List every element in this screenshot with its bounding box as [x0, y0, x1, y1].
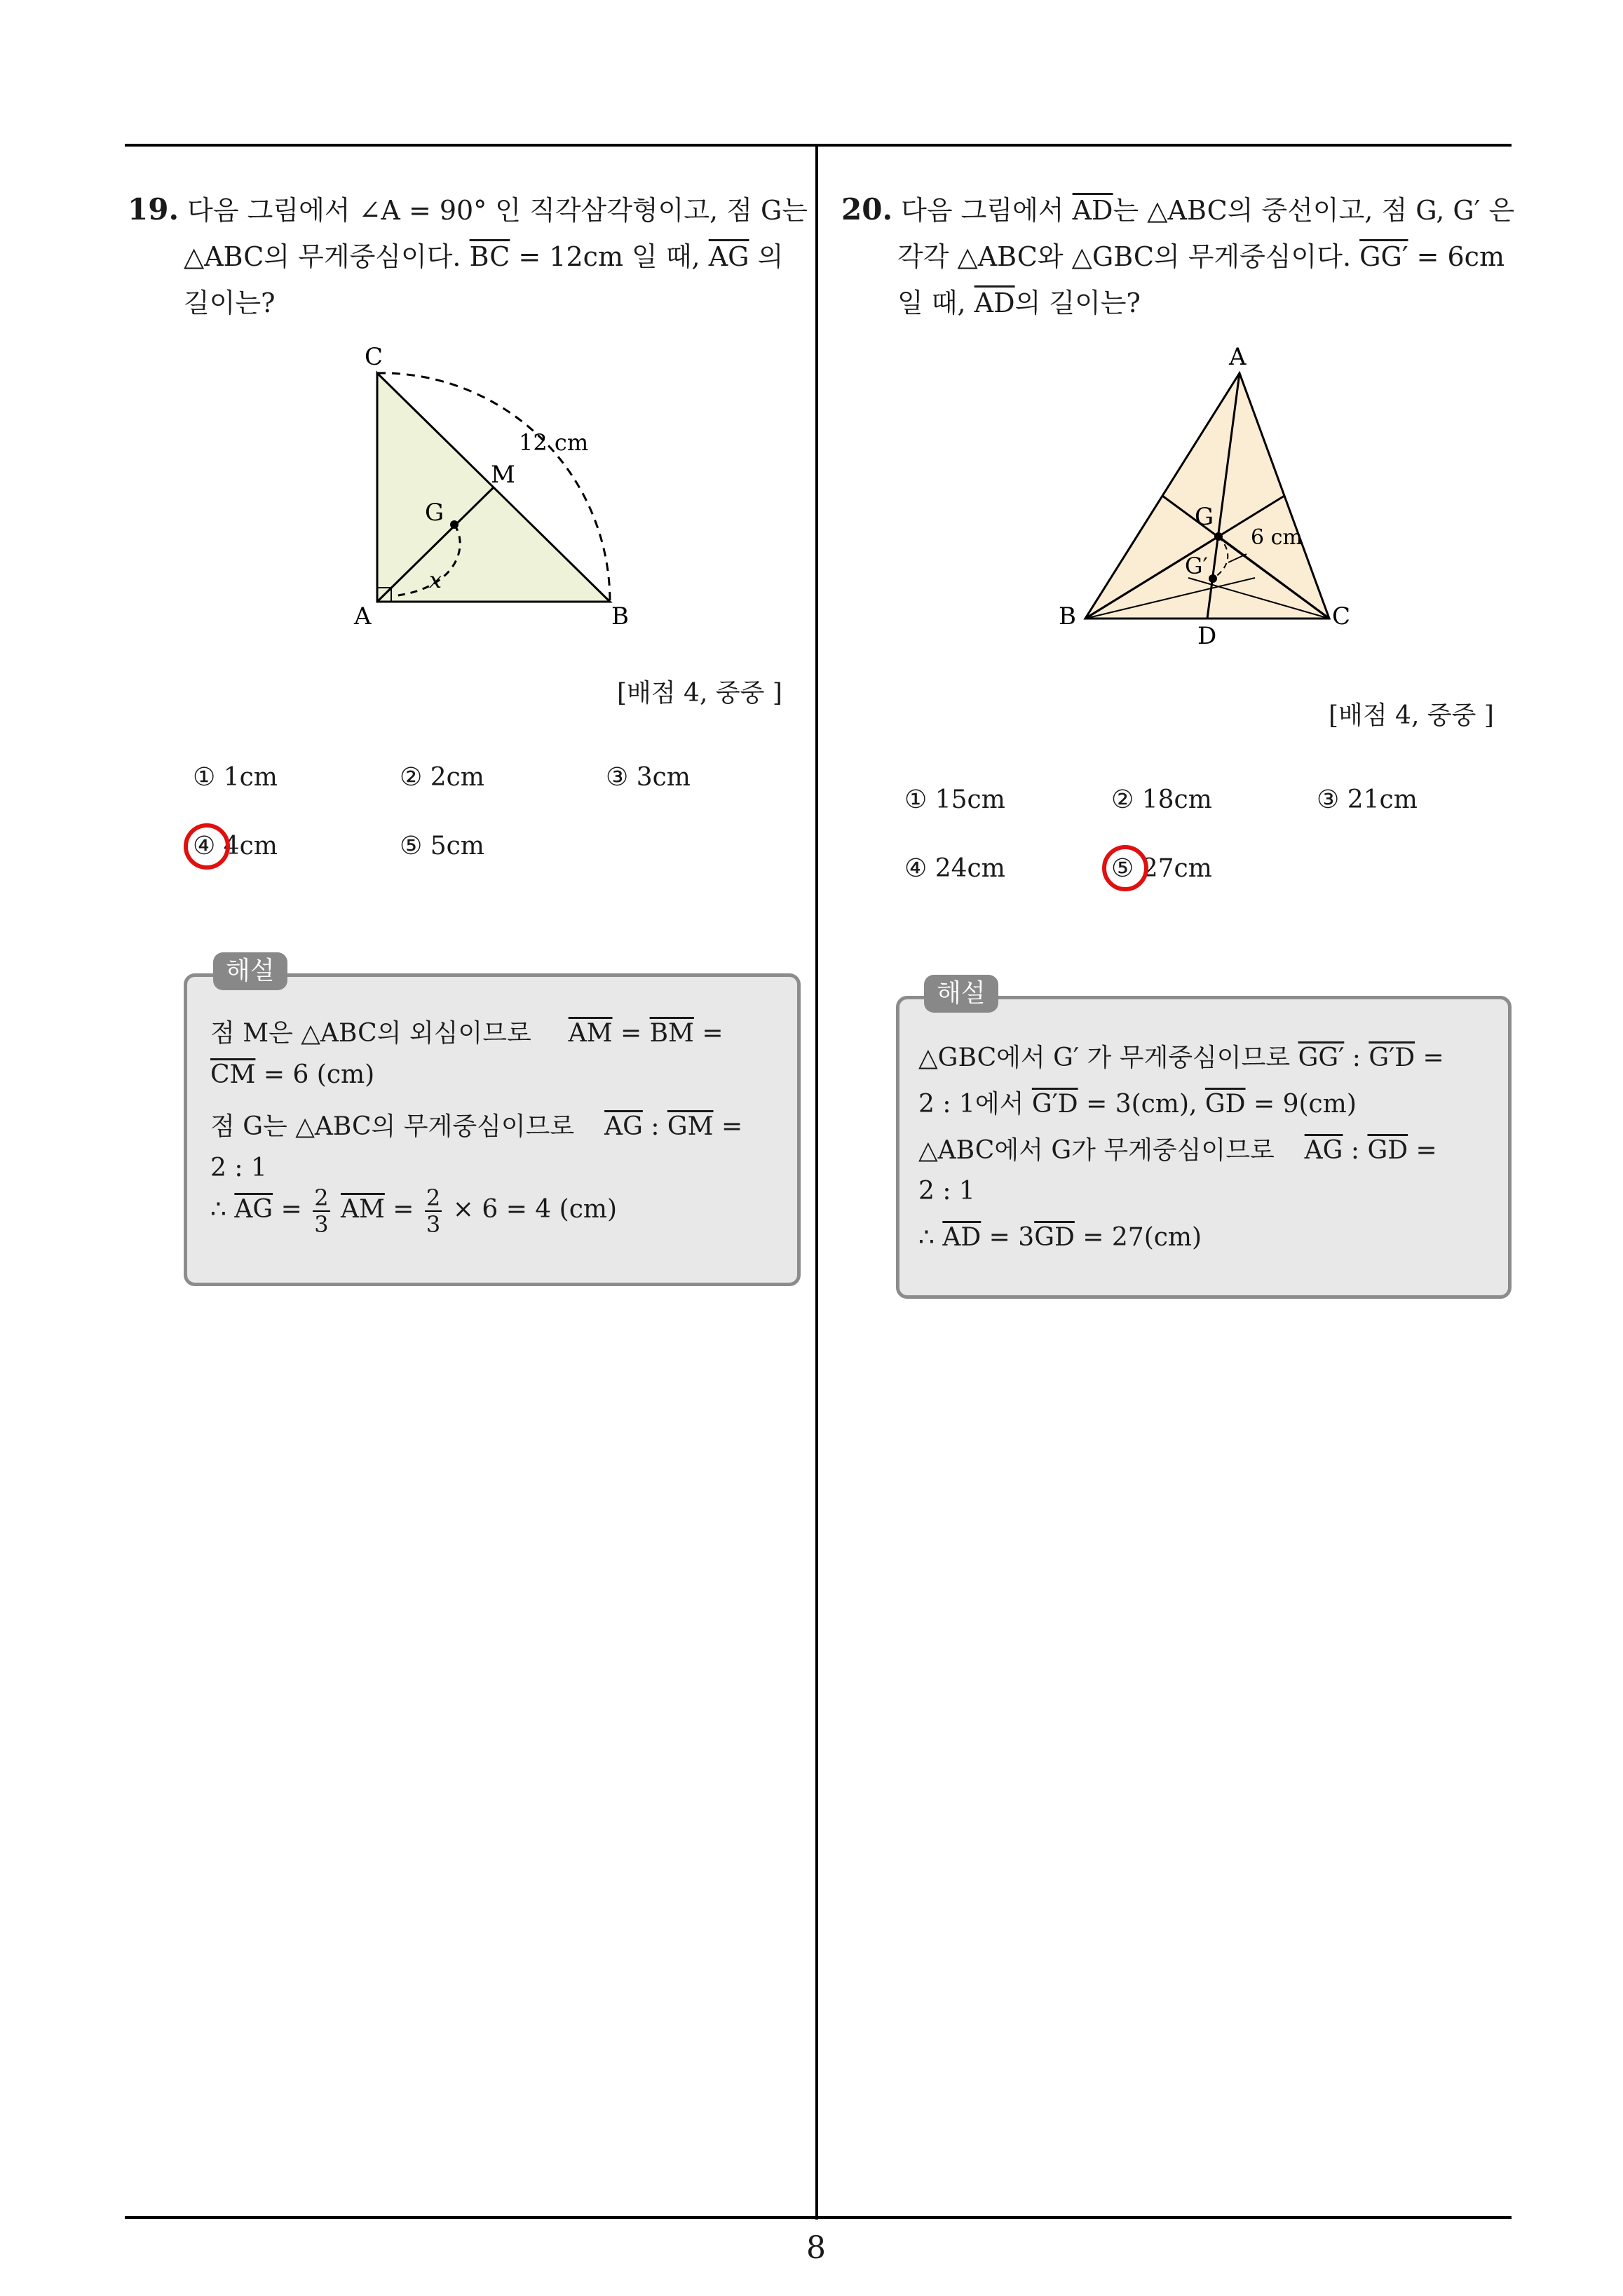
q19-label-b: B: [611, 602, 629, 630]
q19-number: 19.: [128, 192, 179, 227]
q20-sol-gd3: $\overline{GD}$: [1204, 1090, 1246, 1119]
q19-label-g: G: [425, 499, 444, 527]
q20-figure: [1052, 344, 1360, 652]
q19-score: [배점 4, 중중 ]: [617, 679, 782, 708]
q19-sol-gm: $\overline{GM}$: [667, 1112, 714, 1141]
q20-sol-l3-text: △ABC에서 G가 무게중심이므로: [918, 1136, 1275, 1165]
q19-solution-tab: 해설: [213, 952, 287, 990]
q20-number: 20.: [841, 192, 893, 227]
q20-sol-therefore: ∴: [918, 1223, 935, 1252]
q19-sol-l2-text: = 6 (cm): [255, 1060, 375, 1089]
q19-sol-cm: $\overline{CM}$: [210, 1060, 256, 1089]
q19-choice-4[interactable]: ④ 4cm: [193, 832, 278, 860]
q20-sol-colon: :: [1344, 1044, 1369, 1072]
q20-solution-tab: 해설: [924, 975, 998, 1013]
q20-text: [841, 187, 1514, 326]
q19-label-12cm: 12 cm: [519, 429, 589, 456]
q19-sol-ag2: $\overline{AG}$: [234, 1195, 273, 1224]
q20-label-g: G: [1195, 503, 1214, 531]
q19-label-a: A: [354, 602, 372, 630]
q20-segment-ad: $\overline{AD}$: [1072, 195, 1113, 226]
q20-sol-l1-text: △GBC에서 G′ 가 무게중심이므로: [918, 1044, 1291, 1072]
q19-label-x: x: [429, 567, 442, 593]
q20-label-c: C: [1332, 602, 1351, 630]
q19-sol-line4: 2 : 1: [210, 1154, 267, 1182]
q20-sol-line4: 2 : 1: [918, 1177, 975, 1206]
q20-sol-eq: =: [1415, 1044, 1444, 1072]
q20-sol-ag: $\overline{AG}$: [1304, 1136, 1343, 1165]
column-divider: [815, 144, 818, 2220]
q19-line2-text-a: △ABC의 무게중심이다.: [184, 241, 461, 272]
q20-sol-line3: [918, 1130, 1437, 1166]
top-rule: [125, 144, 1512, 147]
q19-sol-frac1: [313, 1185, 330, 1237]
q19-line1-text: 다음 그림에서 ∠A = 90° 인 직각삼각형이고, 점 G는: [187, 195, 808, 226]
q20-label-g-prime: G′: [1185, 553, 1208, 579]
q19-sol-eq3: =: [713, 1112, 743, 1141]
q20-sol-eq2: =: [1408, 1136, 1437, 1165]
q19-text: [128, 187, 808, 326]
q20-sol-gd4: $\overline{GD}$: [1367, 1136, 1408, 1165]
q19-sol-therefore: ∴: [210, 1195, 226, 1224]
q19-line2: [128, 234, 801, 280]
q20-line2-text-a: 각각 △ABC와 △GBC의 무게중심이다.: [897, 241, 1352, 272]
q19-choice-3[interactable]: ③ 3cm: [606, 763, 691, 792]
q19-point-g: [450, 520, 459, 529]
q20-answer-circle: [1102, 845, 1148, 891]
q19-segment-bc: $\overline{BC}$: [469, 241, 510, 272]
q20-line1-text-a: 다음 그림에서: [901, 195, 1064, 226]
q20-triangle-abc: [1085, 373, 1329, 619]
q20-choice-5[interactable]: ⑤ 27cm: [1111, 854, 1212, 883]
q20-sol-gd5: $\overline{GD}$: [1034, 1223, 1075, 1252]
q20-sol-gg: GG′: [1298, 1044, 1345, 1072]
q19-sol-eq4: =: [273, 1195, 311, 1224]
q20-sol-l5-mid: = 3: [981, 1223, 1035, 1252]
q19-sol-l1-text: 점 M은 △ABC의 외심이므로: [210, 1019, 531, 1048]
q19-figure: [351, 337, 673, 631]
q20-line2: [841, 234, 1514, 280]
q19-sol-frac2: [425, 1185, 442, 1237]
q20-choice-3[interactable]: ③ 21cm: [1317, 785, 1418, 814]
q20-line3-text-a: 일 때,: [897, 288, 966, 318]
q19-sol-eq2: =: [693, 1019, 724, 1048]
q20-label-b: B: [1059, 602, 1076, 630]
q20-sol-line1: [918, 1038, 1444, 1074]
q20-score: [배점 4, 중중 ]: [1329, 701, 1494, 730]
q19-sol-line1: [210, 1013, 724, 1049]
q20-line3: [841, 280, 1514, 326]
q20-sol-l2-tail: = 9(cm): [1245, 1090, 1357, 1119]
q20-sol-ad: $\overline{AD}$: [942, 1223, 982, 1252]
q19-sol-line5: [210, 1185, 617, 1237]
q19-choice-1[interactable]: ① 1cm: [193, 763, 278, 792]
q20-point-g: [1214, 532, 1223, 541]
q20-label-a: A: [1229, 344, 1247, 371]
bottom-rule: [125, 2216, 1512, 2219]
q20-segment-gg: GG′: [1359, 241, 1408, 272]
q20-sol-l2-mid: = 3(cm),: [1078, 1090, 1197, 1119]
q20-label-d: D: [1197, 622, 1217, 650]
q19-label-c: C: [365, 343, 383, 371]
q20-choice-2[interactable]: ② 18cm: [1111, 785, 1212, 814]
q20-sol-colon2: :: [1343, 1136, 1368, 1165]
q20-sol-line5: [918, 1223, 1202, 1252]
q19-line3: 길이는?: [184, 288, 276, 318]
q19-choice-2[interactable]: ② 2cm: [400, 763, 484, 792]
q20-line2-text-b: = 6cm: [1408, 241, 1505, 272]
q20-line1: [841, 187, 1514, 234]
q19-sol-colon: :: [642, 1112, 667, 1141]
q20-choice-4[interactable]: ④ 24cm: [904, 854, 1005, 883]
q19-sol-eq: =: [612, 1019, 650, 1048]
q19-frac1-den: 3: [314, 1211, 329, 1238]
q19-sol-tail: × 6 = 4 (cm): [452, 1195, 618, 1224]
q20-segment-ad2: $\overline{AD}$: [974, 288, 1015, 318]
q19-segment-ag: $\overline{AG}$: [708, 241, 749, 272]
q20-sol-l2-text: 2 : 1에서: [918, 1090, 1024, 1119]
q19-choice-5[interactable]: ⑤ 5cm: [400, 832, 484, 860]
q19-frac1-num: 2: [314, 1184, 329, 1211]
q19-sol-am: $\overline{AM}$: [568, 1019, 613, 1048]
q19-line2-text-b: = 12cm 일 때,: [510, 241, 700, 272]
q20-line3-text-b: 의 길이는?: [1014, 288, 1141, 318]
q19-sol-ag: $\overline{AG}$: [604, 1112, 643, 1141]
q19-frac2-den: 3: [426, 1211, 441, 1238]
q19-sol-bm: $\overline{BM}$: [649, 1019, 694, 1048]
q19-label-m: M: [491, 461, 515, 489]
q20-point-g-prime: [1209, 574, 1217, 583]
page-number: 8: [806, 2230, 826, 2266]
q20-sol-line2: [918, 1084, 1357, 1120]
q19-sol-l3-text: 점 G는 △ABC의 무게중심이므로: [210, 1112, 575, 1141]
q19-sol-am2: $\overline{AM}$: [341, 1195, 385, 1224]
q19-frac2-num: 2: [426, 1184, 441, 1211]
q19-line1: [128, 187, 808, 234]
q19-sol-line2: [210, 1060, 374, 1089]
q20-label-6cm: 6 cm: [1251, 525, 1303, 550]
q19-line2-text-c: 의: [749, 241, 784, 272]
q19-sol-eq5: =: [384, 1195, 422, 1224]
q20-sol-gd: G′D: [1369, 1044, 1415, 1072]
q20-sol-l5-tail: = 27(cm): [1074, 1223, 1202, 1252]
q19-answer-circle: [184, 823, 230, 870]
q19-sol-line3: [210, 1107, 742, 1142]
q20-line1-text-b: 는 △ABC의 중선이고, 점 G, G′ 은: [1113, 195, 1515, 226]
q20-sol-gd2: G′D: [1031, 1090, 1078, 1119]
q20-choice-1[interactable]: ① 15cm: [904, 785, 1005, 814]
